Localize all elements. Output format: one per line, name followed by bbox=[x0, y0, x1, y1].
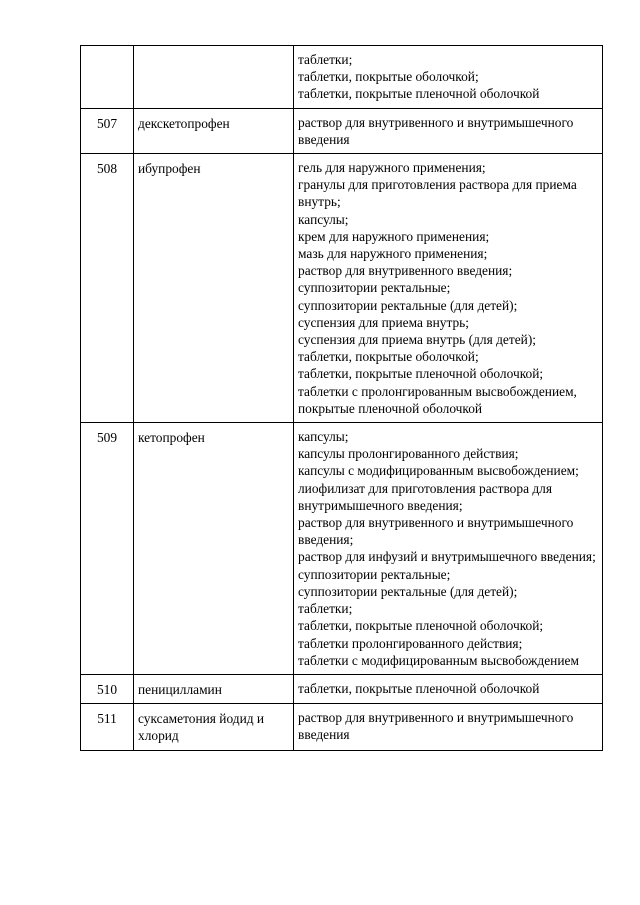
drug-name: кетопрофен bbox=[134, 423, 294, 675]
table-row bbox=[81, 154, 603, 423]
table-row bbox=[81, 108, 603, 153]
row-number: 509 bbox=[81, 423, 134, 675]
drug-name: пеницилламин bbox=[134, 674, 294, 703]
dosage-forms bbox=[294, 108, 603, 153]
drug-name: суксаметония йодид и хлорид bbox=[134, 704, 294, 750]
dosage-form: раствор для внутривенного и внутримышечного введения bbox=[298, 710, 574, 743]
dosage-form: капсулы пролонгированного действия; bbox=[298, 446, 519, 462]
dosage-forms bbox=[294, 674, 603, 703]
drug-name: ибупрофен bbox=[134, 154, 294, 423]
table-row bbox=[81, 704, 603, 750]
dosage-form: таблетки; bbox=[298, 52, 353, 67]
drug-name: декскетопрофен bbox=[134, 108, 294, 153]
dosage-form: таблетки, покрытые оболочкой; bbox=[298, 349, 479, 365]
row-number: 510 bbox=[81, 674, 134, 703]
dosage-form: таблетки; bbox=[298, 601, 353, 617]
dosage-form: таблетки, покрытые пленочной оболочкой; bbox=[298, 618, 544, 634]
dosage-form: суппозитории ректальные (для детей); bbox=[298, 583, 518, 599]
row-number bbox=[81, 46, 134, 109]
drug-name bbox=[134, 46, 294, 109]
table-row bbox=[81, 674, 603, 703]
dosage-form: таблетки, покрытые оболочкой; bbox=[298, 69, 479, 85]
dosage-forms bbox=[294, 46, 603, 109]
dosage-form: гель для наружного применения; bbox=[298, 160, 486, 176]
dosage-form: таблетки, покрытые пленочной оболочкой; bbox=[298, 366, 544, 382]
dosage-form: капсулы; bbox=[298, 211, 349, 227]
dosage-form: капсулы с модифицированным высвобождением; bbox=[298, 463, 579, 479]
dosage-form: раствор для внутривенного и внутримышечного введения bbox=[298, 114, 574, 147]
dosage-form: лиофилизат для приготовления раствора для внутримышечного введения; bbox=[298, 480, 553, 513]
dosage-form: суспензия для приема внутрь; bbox=[298, 314, 470, 330]
dosage-form: суппозитории ректальные; bbox=[298, 566, 451, 582]
table-row bbox=[81, 46, 603, 109]
row-number: 508 bbox=[81, 154, 134, 423]
dosage-form: раствор для внутривенного и внутримышечного введения; bbox=[298, 515, 574, 548]
medicines-table bbox=[80, 45, 603, 751]
dosage-form: крем для наружного применения; bbox=[298, 228, 490, 244]
dosage-form: капсулы; bbox=[298, 429, 349, 445]
dosage-form: таблетки, покрытые пленочной оболочкой bbox=[298, 680, 540, 696]
table-row bbox=[81, 423, 603, 675]
dosage-form: таблетки с пролонгированным высвобождением, покрытые пленочной оболочкой bbox=[298, 383, 577, 416]
dosage-forms bbox=[294, 423, 603, 675]
row-number: 511 bbox=[81, 704, 134, 750]
dosage-form: мазь для наружного применения; bbox=[298, 246, 488, 262]
row-number: 507 bbox=[81, 108, 134, 153]
dosage-form: суппозитории ректальные; bbox=[298, 280, 451, 296]
dosage-forms bbox=[294, 154, 603, 423]
dosage-form: таблетки с модифицированным высвобождением bbox=[298, 652, 579, 668]
dosage-forms bbox=[294, 704, 603, 750]
dosage-form: гранулы для приготовления раствора для приема внутрь; bbox=[298, 177, 577, 210]
dosage-form: суспензия для приема внутрь (для детей); bbox=[298, 332, 536, 348]
dosage-form: таблетки пролонгированного действия; bbox=[298, 635, 523, 651]
dosage-form: раствор для внутривенного введения; bbox=[298, 263, 513, 279]
table-body bbox=[81, 46, 603, 751]
dosage-form: суппозитории ректальные (для детей); bbox=[298, 297, 518, 313]
dosage-form: раствор для инфузий и внутримышечного введения; bbox=[298, 549, 596, 565]
dosage-form: таблетки, покрытые пленочной оболочкой bbox=[298, 86, 540, 102]
